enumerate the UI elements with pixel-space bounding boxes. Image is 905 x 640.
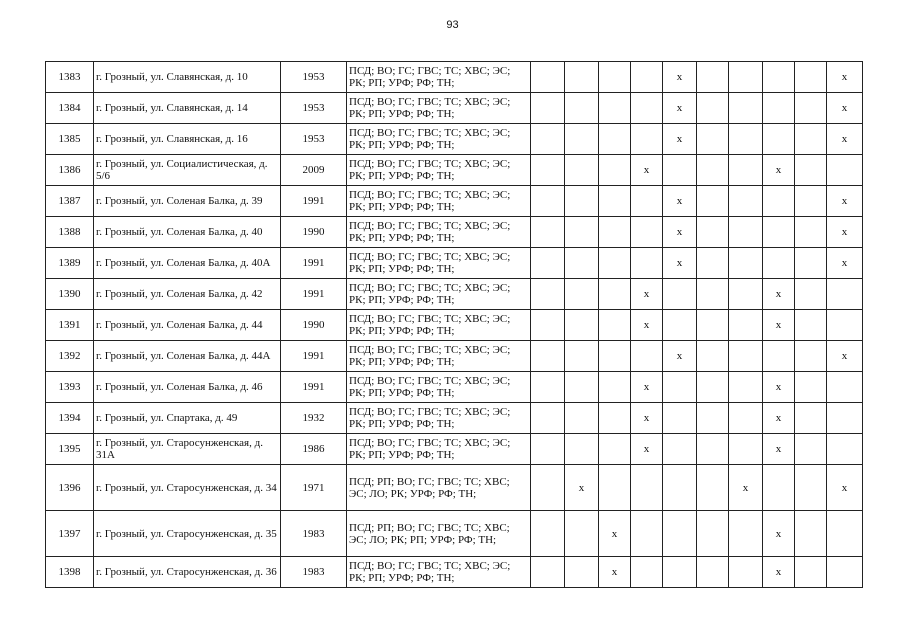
mark-cell <box>631 93 663 124</box>
mark-cell <box>795 155 827 186</box>
mark-cell <box>565 372 599 403</box>
year-cell: 1991 <box>281 186 347 217</box>
row-number-cell: 1392 <box>46 341 94 372</box>
table-row <box>46 403 863 434</box>
row-number-cell: 1387 <box>46 186 94 217</box>
year-cell: 1991 <box>281 248 347 279</box>
mark-cell <box>795 93 827 124</box>
address-cell: г. Грозный, ул. Старосунженская, д. 34 <box>94 465 281 511</box>
mark-cell <box>795 557 827 588</box>
mark-cell <box>599 186 631 217</box>
year-cell: 1953 <box>281 62 347 93</box>
mark-cell <box>531 155 565 186</box>
mark-cell <box>763 93 795 124</box>
works-list-cell: ПСД; ВО; ГС; ГВС; ТС; ХВС; ЭС; РК; РП; УРФ; РФ; ТН; <box>347 557 531 588</box>
mark-cell <box>795 248 827 279</box>
works-list-cell: ПСД; ВО; ГС; ГВС; ТС; ХВС; ЭС; РК; РП; УРФ; РФ; ТН; <box>347 186 531 217</box>
works-list-cell: ПСД; РП; ВО; ГС; ГВС; ТС; ХВС; ЭС; ЛО; РК; УРФ; РФ; ТН; <box>347 465 531 511</box>
registry-body <box>46 62 863 588</box>
table-row <box>46 186 863 217</box>
mark-cell <box>599 217 631 248</box>
mark-cell <box>795 341 827 372</box>
mark-cell <box>531 434 565 465</box>
mark-cell: x <box>663 62 697 93</box>
table-row <box>46 310 863 341</box>
mark-cell <box>827 279 863 310</box>
mark-cell <box>763 62 795 93</box>
mark-cell <box>531 557 565 588</box>
mark-cell <box>565 310 599 341</box>
row-number-cell: 1395 <box>46 434 94 465</box>
mark-cell <box>663 557 697 588</box>
year-cell: 1986 <box>281 434 347 465</box>
mark-cell: x <box>631 155 663 186</box>
mark-cell <box>795 62 827 93</box>
row-number-cell: 1393 <box>46 372 94 403</box>
mark-cell <box>697 279 729 310</box>
mark-cell <box>599 155 631 186</box>
mark-cell <box>697 93 729 124</box>
address-cell: г. Грозный, ул. Соленая Балка, д. 40А <box>94 248 281 279</box>
mark-cell <box>697 372 729 403</box>
year-cell: 1991 <box>281 341 347 372</box>
mark-cell <box>663 465 697 511</box>
mark-cell: x <box>631 403 663 434</box>
mark-cell <box>599 434 631 465</box>
mark-cell <box>599 465 631 511</box>
mark-cell <box>697 310 729 341</box>
mark-cell <box>565 186 599 217</box>
mark-cell <box>565 279 599 310</box>
mark-cell: x <box>763 511 795 557</box>
mark-cell <box>729 62 763 93</box>
mark-cell: x <box>827 93 863 124</box>
mark-cell <box>565 557 599 588</box>
mark-cell <box>795 217 827 248</box>
mark-cell: x <box>763 155 795 186</box>
mark-cell <box>827 434 863 465</box>
mark-cell <box>599 310 631 341</box>
mark-cell: x <box>827 248 863 279</box>
mark-cell <box>795 511 827 557</box>
address-cell: г. Грозный, ул. Славянская, д. 14 <box>94 93 281 124</box>
mark-cell: x <box>827 217 863 248</box>
works-list-cell: ПСД; ВО; ГС; ГВС; ТС; ХВС; ЭС; РК; РП; УРФ; РФ; ТН; <box>347 279 531 310</box>
mark-cell <box>531 217 565 248</box>
mark-cell <box>729 155 763 186</box>
year-cell: 1971 <box>281 465 347 511</box>
mark-cell <box>531 465 565 511</box>
mark-cell <box>795 434 827 465</box>
mark-cell <box>729 124 763 155</box>
mark-cell <box>697 217 729 248</box>
mark-cell <box>729 186 763 217</box>
address-cell: г. Грозный, ул. Соленая Балка, д. 44А <box>94 341 281 372</box>
year-cell: 1990 <box>281 217 347 248</box>
works-list-cell: ПСД; ВО; ГС; ГВС; ТС; ХВС; ЭС; РК; РП; УРФ; РФ; ТН; <box>347 372 531 403</box>
year-cell: 1991 <box>281 279 347 310</box>
year-cell: 1953 <box>281 93 347 124</box>
mark-cell <box>697 155 729 186</box>
mark-cell <box>795 124 827 155</box>
table-row <box>46 434 863 465</box>
mark-cell: x <box>827 341 863 372</box>
mark-cell <box>729 557 763 588</box>
mark-cell: x <box>631 279 663 310</box>
mark-cell <box>599 124 631 155</box>
mark-cell <box>631 124 663 155</box>
mark-cell <box>763 465 795 511</box>
table-row <box>46 279 863 310</box>
mark-cell <box>729 372 763 403</box>
table-row <box>46 341 863 372</box>
mark-cell <box>631 465 663 511</box>
mark-cell <box>663 279 697 310</box>
row-number-cell: 1389 <box>46 248 94 279</box>
table-row <box>46 62 863 93</box>
mark-cell <box>531 511 565 557</box>
address-cell: г. Грозный, ул. Соленая Балка, д. 39 <box>94 186 281 217</box>
mark-cell <box>531 124 565 155</box>
mark-cell: x <box>763 279 795 310</box>
row-number-cell: 1385 <box>46 124 94 155</box>
mark-cell <box>631 186 663 217</box>
mark-cell <box>565 248 599 279</box>
mark-cell: x <box>827 186 863 217</box>
mark-cell: x <box>663 186 697 217</box>
mark-cell <box>697 465 729 511</box>
mark-cell <box>565 93 599 124</box>
mark-cell <box>729 248 763 279</box>
mark-cell <box>697 186 729 217</box>
works-list-cell: ПСД; ВО; ГС; ГВС; ТС; ХВС; ЭС; РК; РП; УРФ; РФ; ТН; <box>347 341 531 372</box>
mark-cell <box>663 403 697 434</box>
mark-cell: x <box>763 403 795 434</box>
mark-cell <box>697 403 729 434</box>
mark-cell: x <box>763 310 795 341</box>
year-cell: 1932 <box>281 403 347 434</box>
mark-cell <box>827 372 863 403</box>
works-list-cell: ПСД; ВО; ГС; ГВС; ТС; ХВС; ЭС; РК; РП; УРФ; РФ; ТН; <box>347 155 531 186</box>
mark-cell <box>763 124 795 155</box>
mark-cell <box>827 557 863 588</box>
mark-cell <box>697 557 729 588</box>
mark-cell <box>631 341 663 372</box>
mark-cell: x <box>663 124 697 155</box>
works-list-cell: ПСД; ВО; ГС; ГВС; ТС; ХВС; ЭС; РК; РП; УРФ; РФ; ТН; <box>347 434 531 465</box>
mark-cell <box>531 341 565 372</box>
mark-cell <box>763 341 795 372</box>
mark-cell: x <box>631 434 663 465</box>
mark-cell <box>827 310 863 341</box>
mark-cell <box>631 62 663 93</box>
mark-cell <box>531 248 565 279</box>
mark-cell <box>599 93 631 124</box>
mark-cell: x <box>663 93 697 124</box>
works-list-cell: ПСД; ВО; ГС; ГВС; ТС; ХВС; ЭС; РК; РП; УРФ; РФ; ТН; <box>347 403 531 434</box>
mark-cell: x <box>663 248 697 279</box>
row-number-cell: 1386 <box>46 155 94 186</box>
mark-cell <box>531 62 565 93</box>
building-registry-table <box>45 61 863 588</box>
mark-cell <box>531 310 565 341</box>
mark-cell <box>565 434 599 465</box>
mark-cell: x <box>599 557 631 588</box>
mark-cell <box>827 511 863 557</box>
mark-cell <box>795 465 827 511</box>
table-row <box>46 248 863 279</box>
mark-cell: x <box>729 465 763 511</box>
address-cell: г. Грозный, ул. Спартака, д. 49 <box>94 403 281 434</box>
mark-cell <box>795 186 827 217</box>
address-cell: г. Грозный, ул. Соленая Балка, д. 42 <box>94 279 281 310</box>
row-number-cell: 1384 <box>46 93 94 124</box>
page-number: 93 <box>446 19 459 31</box>
mark-cell <box>631 511 663 557</box>
mark-cell <box>795 279 827 310</box>
table-row <box>46 511 863 557</box>
table-row <box>46 465 863 511</box>
mark-cell <box>663 511 697 557</box>
address-cell: г. Грозный, ул. Соленая Балка, д. 46 <box>94 372 281 403</box>
address-cell: г. Грозный, ул. Старосунженская, д. 31А <box>94 434 281 465</box>
works-list-cell: ПСД; ВО; ГС; ГВС; ТС; ХВС; ЭС; РК; РП; УРФ; РФ; ТН; <box>347 93 531 124</box>
mark-cell: x <box>631 310 663 341</box>
row-number-cell: 1388 <box>46 217 94 248</box>
address-cell: г. Грозный, ул. Славянская, д. 10 <box>94 62 281 93</box>
row-number-cell: 1396 <box>46 465 94 511</box>
mark-cell <box>795 403 827 434</box>
mark-cell <box>729 511 763 557</box>
table-row <box>46 124 863 155</box>
address-cell: г. Грозный, ул. Соленая Балка, д. 44 <box>94 310 281 341</box>
year-cell: 1983 <box>281 557 347 588</box>
mark-cell <box>763 186 795 217</box>
mark-cell: x <box>827 465 863 511</box>
mark-cell <box>697 434 729 465</box>
mark-cell <box>631 248 663 279</box>
address-cell: г. Грозный, ул. Соленая Балка, д. 40 <box>94 217 281 248</box>
table-row <box>46 155 863 186</box>
mark-cell <box>565 124 599 155</box>
mark-cell <box>631 557 663 588</box>
works-list-cell: ПСД; ВО; ГС; ГВС; ТС; ХВС; ЭС; РК; РП; УРФ; РФ; ТН; <box>347 124 531 155</box>
works-list-cell: ПСД; ВО; ГС; ГВС; ТС; ХВС; ЭС; РК; РП; УРФ; РФ; ТН; <box>347 217 531 248</box>
year-cell: 2009 <box>281 155 347 186</box>
mark-cell <box>729 217 763 248</box>
mark-cell <box>565 62 599 93</box>
address-cell: г. Грозный, ул. Социалистическая, д. 5/6 <box>94 155 281 186</box>
mark-cell: x <box>599 511 631 557</box>
mark-cell <box>565 511 599 557</box>
mark-cell <box>599 341 631 372</box>
mark-cell <box>729 93 763 124</box>
mark-cell <box>729 279 763 310</box>
mark-cell <box>663 310 697 341</box>
mark-cell <box>795 310 827 341</box>
works-list-cell: ПСД; РП; ВО; ГС; ГВС; ТС; ХВС; ЭС; ЛО; РК; РП; УРФ; РФ; ТН; <box>347 511 531 557</box>
mark-cell <box>663 372 697 403</box>
year-cell: 1983 <box>281 511 347 557</box>
mark-cell <box>729 310 763 341</box>
mark-cell <box>827 155 863 186</box>
table-row <box>46 93 863 124</box>
year-cell: 1990 <box>281 310 347 341</box>
mark-cell <box>795 372 827 403</box>
address-cell: г. Грозный, ул. Славянская, д. 16 <box>94 124 281 155</box>
row-number-cell: 1390 <box>46 279 94 310</box>
mark-cell <box>763 248 795 279</box>
mark-cell <box>599 403 631 434</box>
mark-cell <box>697 341 729 372</box>
row-number-cell: 1394 <box>46 403 94 434</box>
mark-cell <box>827 403 863 434</box>
table-row <box>46 217 863 248</box>
mark-cell <box>565 403 599 434</box>
table-row <box>46 557 863 588</box>
mark-cell <box>729 341 763 372</box>
address-cell: г. Грозный, ул. Старосунженская, д. 35 <box>94 511 281 557</box>
mark-cell: x <box>663 217 697 248</box>
mark-cell <box>599 279 631 310</box>
row-number-cell: 1398 <box>46 557 94 588</box>
year-cell: 1991 <box>281 372 347 403</box>
mark-cell <box>531 279 565 310</box>
row-number-cell: 1383 <box>46 62 94 93</box>
mark-cell <box>697 62 729 93</box>
row-number-cell: 1397 <box>46 511 94 557</box>
mark-cell <box>697 124 729 155</box>
mark-cell: x <box>631 372 663 403</box>
mark-cell <box>697 511 729 557</box>
mark-cell <box>565 217 599 248</box>
mark-cell: x <box>663 341 697 372</box>
address-cell: г. Грозный, ул. Старосунженская, д. 36 <box>94 557 281 588</box>
mark-cell <box>599 248 631 279</box>
year-cell: 1953 <box>281 124 347 155</box>
mark-cell: x <box>763 434 795 465</box>
works-list-cell: ПСД; ВО; ГС; ГВС; ТС; ХВС; ЭС; РК; РП; УРФ; РФ; ТН; <box>347 248 531 279</box>
mark-cell <box>531 93 565 124</box>
mark-cell: x <box>763 372 795 403</box>
mark-cell <box>565 341 599 372</box>
mark-cell: x <box>565 465 599 511</box>
mark-cell <box>599 62 631 93</box>
works-list-cell: ПСД; ВО; ГС; ГВС; ТС; ХВС; ЭС; РК; РП; УРФ; РФ; ТН; <box>347 310 531 341</box>
mark-cell: x <box>827 62 863 93</box>
mark-cell <box>663 434 697 465</box>
mark-cell <box>531 186 565 217</box>
mark-cell <box>531 403 565 434</box>
mark-cell <box>697 248 729 279</box>
mark-cell: x <box>827 124 863 155</box>
mark-cell <box>763 217 795 248</box>
mark-cell <box>531 372 565 403</box>
table-row <box>46 372 863 403</box>
mark-cell <box>599 372 631 403</box>
mark-cell <box>565 155 599 186</box>
works-list-cell: ПСД; ВО; ГС; ГВС; ТС; ХВС; ЭС; РК; РП; УРФ; РФ; ТН; <box>347 62 531 93</box>
row-number-cell: 1391 <box>46 310 94 341</box>
mark-cell <box>729 434 763 465</box>
mark-cell <box>663 155 697 186</box>
mark-cell <box>631 217 663 248</box>
mark-cell: x <box>763 557 795 588</box>
mark-cell <box>729 403 763 434</box>
